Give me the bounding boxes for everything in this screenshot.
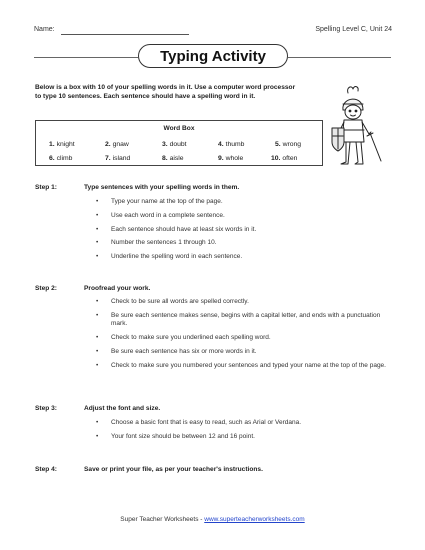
step-label: Step 3:	[35, 405, 57, 412]
bullet-item: • Check to be sure all words are spelled correctly.	[96, 298, 386, 306]
footer	[0, 516, 425, 523]
footer-link[interactable]: www.superteacherworksheets.com	[204, 516, 305, 523]
bullet-item: • Choose a basic font that is easy to read, such as Arial or Verdana.	[96, 419, 386, 427]
step-label: Step 2:	[35, 285, 57, 292]
title-rule-left	[34, 57, 138, 58]
name-line	[61, 34, 189, 35]
title-rule-right	[288, 57, 391, 58]
level-label: Spelling Level C, Unit 24	[315, 26, 392, 33]
word-item: 10. often	[271, 155, 298, 162]
step-title: Adjust the font and size.	[84, 405, 161, 412]
footer-text: Super Teacher Worksheets -	[120, 516, 205, 523]
word-item: 2. gnaw	[105, 141, 129, 148]
word-item: 1. knight	[49, 141, 75, 148]
bullet-item: • Each sentence should have at least six words in it.	[96, 226, 386, 234]
word-row	[36, 155, 322, 165]
bullet-item: • Check to make sure you underlined each spelling word.	[96, 334, 386, 342]
step-bullets	[96, 419, 386, 447]
word-box-title: Word Box	[163, 125, 195, 132]
step-bullets	[96, 298, 386, 375]
bullet-item: • Underline the spelling word in each sentence.	[96, 253, 386, 261]
step-title: Type sentences with your spelling words in them.	[84, 184, 240, 191]
intro-text: Below is a box with 10 of your spelling words in it. Use a computer word processor to type 10 sentences. Each sentence should have a spelling word in it.	[35, 84, 296, 100]
page-title: Typing Activity	[138, 44, 288, 68]
word-item: 7. island	[105, 155, 131, 162]
bullet-item: • Check to make sure you numbered your sentences and typed your name at the top of the page.	[96, 362, 386, 370]
word-item: 3. doubt	[162, 141, 187, 148]
step-title: Proofread your work.	[84, 285, 151, 292]
step-title: Save or print your file, as per your teacher's instructions.	[84, 466, 263, 473]
bullet-item: • Be sure each sentence makes sense, begins with a capital letter, and ends with a punctuation mark.	[96, 312, 386, 329]
bullet-item: • Number the sentences 1 through 10.	[96, 239, 386, 247]
step-bullets	[96, 198, 386, 267]
step-label: Step 4:	[35, 466, 57, 473]
word-item: 4. thumb	[218, 141, 245, 148]
word-row	[36, 141, 322, 151]
word-item: 8. aisle	[162, 155, 184, 162]
bullet-item: • Type your name at the top of the page.	[96, 198, 386, 206]
word-item: 5. wrong	[275, 141, 302, 148]
word-box	[35, 120, 323, 166]
knight-illustration	[326, 84, 386, 172]
bullet-item: • Your font size should be between 12 and 16 point.	[96, 433, 386, 441]
word-item: 9. whole	[218, 155, 244, 162]
bullet-item: • Use each word in a complete sentence.	[96, 212, 386, 220]
word-item: 6. climb	[49, 155, 73, 162]
step-label: Step 1:	[35, 184, 57, 191]
bullet-item: • Be sure each sentence has six or more words in it.	[96, 348, 386, 356]
name-label: Name:	[34, 26, 55, 33]
